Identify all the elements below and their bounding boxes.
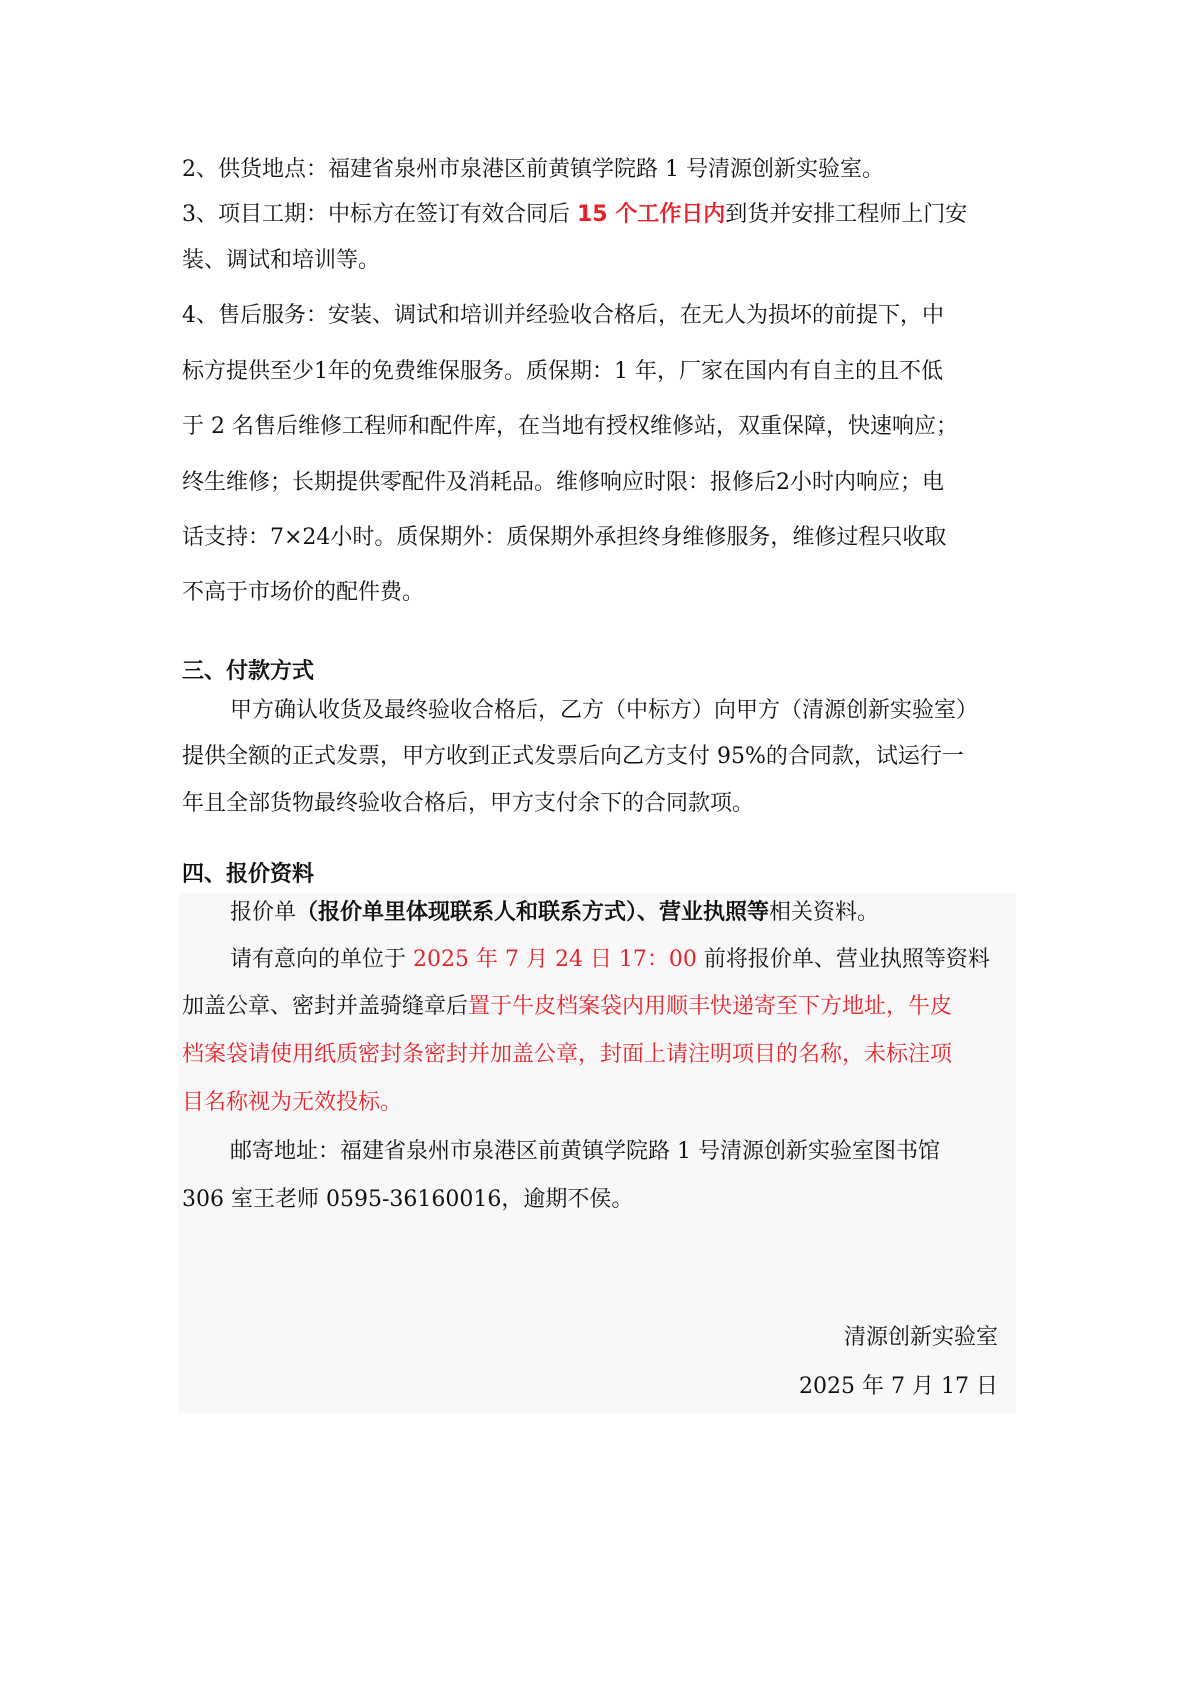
quote-requirements-bold: （报价单里体现联系人和联系方式）、营业执照等 — [296, 900, 770, 925]
quote-sheet-label: 报价单 — [230, 900, 297, 925]
item-2-delivery-location: 2、供货地点：福建省泉州市泉港区前黄镇学院路 1 号清源创新实验室。 — [182, 157, 884, 182]
item-4-line-1: 4、售后服务：安装、调试和培训并经验收合格后，在无人为损坏的前提下，中 — [182, 303, 944, 328]
courier-instructions: 置于牛皮档案袋内用顺丰快递寄至下方地址，牛皮 — [468, 994, 953, 1019]
item-3-text-before: 3、项目工期：中标方在签订有效合同后 — [182, 202, 577, 227]
section-4-heading: 四、报价资料 — [182, 862, 315, 887]
item-3-line-2: 装、调试和培训等。 — [182, 248, 381, 273]
mailing-address-line-2: 306 室王老师 0595-36160016，逾期不侯。 — [182, 1187, 634, 1212]
signature-organization: 清源创新实验室 — [843, 1325, 998, 1350]
item-4-line-4: 终生维修；长期提供零配件及消耗品。维修响应时限：报修后2小时内响应；电 — [182, 470, 944, 495]
section-3-line-2: 提供全额的正式发票，甲方收到正式发票后向乙方支付 95%的合同款，试运行一 — [182, 744, 964, 769]
section-3-line-3: 年且全部货物最终验收合格后，甲方支付余下的合同款项。 — [182, 791, 755, 816]
section-4-line-4: 档案袋请使用纸质密封条密封并加盖公章，封面上请注明项目的名称，未标注项 — [182, 1042, 953, 1067]
related-materials-label: 相关资料。 — [769, 900, 880, 925]
section-3-line-1: 甲方确认收货及最终验收合格后，乙方（中标方）向甲方（清源创新实验室） — [230, 698, 979, 723]
section-4-line-2 — [230, 945, 1080, 975]
mailing-address-line-1: 邮寄地址：福建省泉州市泉港区前黄镇学院路 1 号清源创新实验室图书馆 — [230, 1139, 940, 1164]
item-4-line-3: 于 2 名售后维修工程师和配件库，在当地有授权维修站，双重保障，快速响应； — [182, 414, 958, 439]
seal-instructions: 加盖公章、密封并盖骑缝章后 — [182, 994, 469, 1019]
item-4-line-2: 标方提供至少1年的免费维保服务。质保期：1 年，厂家在国内有自主的且不低 — [182, 359, 943, 384]
deadline-intro: 请有意向的单位于 — [230, 947, 413, 972]
deadline-after: 前将报价单、营业执照等资料 — [696, 947, 990, 972]
item-4-line-5: 话支持：7×24小时。质保期外：质保期外承担终身维修服务，维修过程只收取 — [182, 525, 947, 550]
item-4-line-6: 不高于市场价的配件费。 — [182, 580, 425, 605]
section-3-heading: 三、付款方式 — [182, 659, 315, 684]
item-3-text-after: 到货并安排工程师上门安 — [725, 202, 968, 227]
section-4-line-1 — [230, 898, 1080, 928]
section-4-line-5: 目名称视为无效投标。 — [182, 1090, 403, 1115]
item-3-highlight: 15 个工作日内 — [577, 202, 726, 227]
section-4-line-3 — [182, 992, 1032, 1022]
signature-date: 2025 年 7 月 17 日 — [799, 1374, 998, 1399]
deadline-date: 2025 年 7 月 24 日 17：00 — [413, 947, 697, 972]
item-3-project-period — [182, 200, 1032, 230]
